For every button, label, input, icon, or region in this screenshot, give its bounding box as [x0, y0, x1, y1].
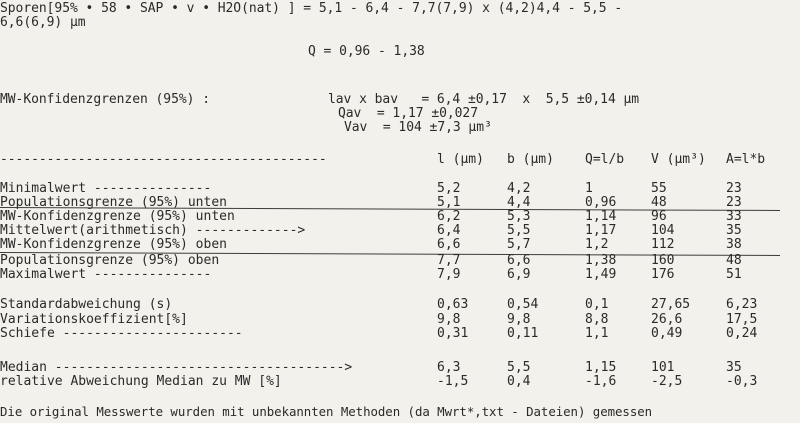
cell-b: 0,11 — [507, 326, 539, 341]
cell-b: 4,4 — [507, 195, 531, 210]
row-label: Minimalwert --------------- — [0, 181, 212, 196]
spore-summary-line-2: 6,6(6,9) µm — [0, 15, 86, 30]
row-label: Populationsgrenze (95%) unten — [0, 195, 227, 210]
cell-l: 7,7 — [437, 253, 461, 268]
cell-v: 160 — [651, 253, 675, 268]
cell-b: 5,7 — [507, 237, 531, 252]
cell-a: 35 — [726, 223, 742, 238]
cell-q: 1,2 — [585, 237, 609, 252]
cell-q: 8,8 — [585, 312, 609, 327]
cell-q: 1,17 — [585, 223, 617, 238]
row-label: Variationskoeffizient[%] — [0, 312, 188, 327]
row-label: Schiefe ----------------------- — [0, 326, 243, 341]
cell-v: 27,65 — [651, 297, 691, 312]
lav-bav-line: lav x bav = 6,4 ±0,17 x 5,5 ±0,14 µm — [328, 92, 640, 107]
cell-a: 6,23 — [726, 297, 758, 312]
cell-a: 51 — [726, 267, 742, 282]
row-label: MW-Konfidenzgrenze (95%) unten — [0, 209, 235, 224]
cell-b: 5,5 — [507, 360, 531, 375]
cell-b: 5,3 — [507, 209, 531, 224]
cell-l: 6,6 — [437, 237, 461, 252]
column-header-l: l (µm) — [437, 152, 484, 167]
confidence-label: MW-Konfidenzgrenzen (95%) : — [0, 92, 210, 107]
cell-q: 1,1 — [585, 326, 609, 341]
cell-l: 6,2 — [437, 209, 461, 224]
cell-v: 96 — [651, 209, 667, 224]
cell-q: -1,6 — [585, 374, 617, 389]
cell-a: 23 — [726, 181, 742, 196]
column-header-b: b (µm) — [507, 152, 554, 167]
vav-line: Vav = 104 ±7,3 µm³ — [344, 120, 492, 135]
cell-v: 104 — [651, 223, 675, 238]
cell-b: 5,5 — [507, 223, 531, 238]
cell-v: 101 — [651, 360, 675, 375]
cell-b: 6,6 — [507, 253, 531, 268]
column-header-q: Q=l/b — [585, 152, 625, 167]
cell-v: 26,6 — [651, 312, 683, 327]
row-label: relative Abweichung Median zu MW [%] — [0, 374, 282, 389]
footer-note: Die original Messwerte wurden mit unbekannten Methoden (da Mwrt*,txt - Dateien) gemessen — [0, 404, 653, 419]
cell-b: 9,8 — [507, 312, 531, 327]
cell-a: 38 — [726, 237, 742, 252]
cell-v: 0,49 — [651, 326, 683, 341]
cell-v: 176 — [651, 267, 675, 282]
table-separator: ------------------------------------------ — [0, 152, 327, 167]
cell-b: 0,4 — [507, 374, 531, 389]
column-header-v: V (µm³) — [651, 152, 706, 167]
cell-a: 33 — [726, 209, 742, 224]
cell-q: 1 — [585, 181, 593, 196]
cell-l: 0,31 — [437, 326, 469, 341]
row-label: MW-Konfidenzgrenze (95%) oben — [0, 237, 227, 252]
cell-b: 0,54 — [507, 297, 539, 312]
cell-v: -2,5 — [651, 374, 683, 389]
cell-a: 0,24 — [726, 326, 758, 341]
cell-v: 48 — [651, 195, 667, 210]
column-header-a: A=l*b — [726, 152, 766, 167]
cell-l: 0,63 — [437, 297, 469, 312]
cell-l: 7,9 — [437, 267, 461, 282]
cell-q: 1,14 — [585, 209, 617, 224]
cell-q: 0,1 — [585, 297, 609, 312]
row-label: Populationsgrenze (95%) oben — [0, 253, 220, 268]
cell-a: 48 — [726, 253, 742, 268]
cell-b: 4,2 — [507, 181, 531, 196]
cell-a: -0,3 — [726, 374, 758, 389]
cell-l: 5,2 — [437, 181, 461, 196]
qav-line: Qav = 1,17 ±0,027 — [338, 106, 478, 121]
row-label: Maximalwert --------------- — [0, 267, 212, 282]
cell-l: 6,3 — [437, 360, 461, 375]
cell-q: 0,96 — [585, 195, 617, 210]
q-range: Q = 0,96 - 1,38 — [308, 44, 425, 59]
cell-q: 1,15 — [585, 360, 617, 375]
row-label: Mittelwert(arithmetisch) -------------> — [0, 223, 306, 238]
cell-a: 35 — [726, 360, 742, 375]
cell-a: 17,5 — [726, 312, 758, 327]
cell-l: 5,1 — [437, 195, 461, 210]
cell-b: 6,9 — [507, 267, 531, 282]
cell-l: 9,8 — [437, 312, 461, 327]
spore-summary-line-1: Sporen[95% • 58 • SAP • v • H2O(nat) ] = 5,1 - 6,4 - 7,7(7,9) x (4,2)4,4 - 5,5 - — [0, 1, 623, 16]
cell-v: 55 — [651, 181, 667, 196]
cell-l: 6,4 — [437, 223, 461, 238]
cell-q: 1,38 — [585, 253, 617, 268]
cell-a: 23 — [726, 195, 742, 210]
cell-v: 112 — [651, 237, 675, 252]
row-label: Standardabweichung (s) — [0, 297, 173, 312]
cell-q: 1,49 — [585, 267, 617, 282]
row-label: Median -------------------------------------> — [0, 360, 353, 375]
cell-l: -1,5 — [437, 374, 469, 389]
